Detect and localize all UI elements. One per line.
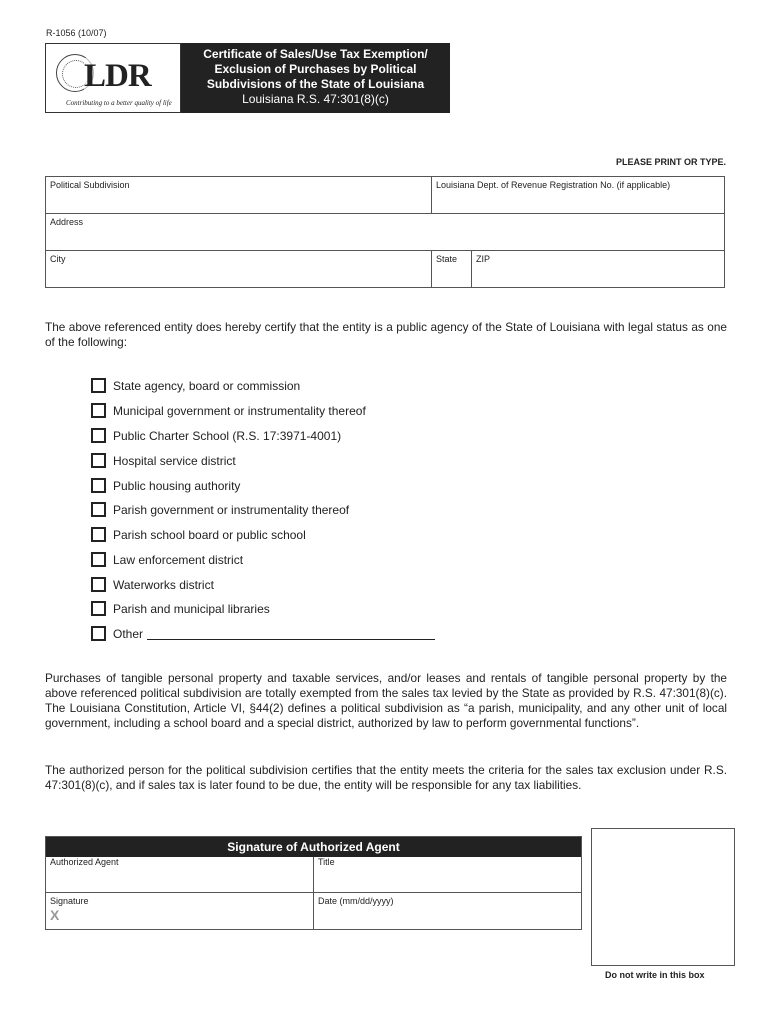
political-subdivision-field[interactable] — [46, 177, 432, 214]
checkbox[interactable] — [91, 626, 106, 641]
office-use-note: Do not write in this box — [605, 970, 705, 980]
option-municipal-government[interactable] — [91, 403, 366, 418]
address-label: Address — [50, 217, 84, 227]
form-title-line: Certificate of Sales/Use Tax Exemption/ — [203, 47, 428, 61]
checkbox[interactable] — [91, 403, 106, 418]
signature-table — [45, 836, 582, 930]
option-label: Public housing authority — [113, 478, 241, 493]
option-public-housing-authority[interactable] — [91, 478, 240, 493]
signature-mark: X — [50, 907, 60, 923]
certification-statement: The above referenced entity does hereby certify that the entity is a public agency of the State of Louisiana with legal status as one of the following: — [45, 320, 727, 349]
signature-field[interactable] — [46, 893, 314, 929]
checkbox[interactable] — [91, 428, 106, 443]
city-field[interactable] — [46, 251, 432, 287]
checkbox[interactable] — [91, 453, 106, 468]
option-other[interactable] — [91, 626, 435, 641]
other-text-line[interactable] — [147, 628, 435, 640]
option-hospital-service-district[interactable] — [91, 453, 236, 468]
option-label: Public Charter School (R.S. 17:3971-4001) — [113, 428, 342, 443]
signature-label: Signature — [50, 896, 89, 906]
entity-info-table — [45, 176, 725, 288]
option-label: Municipal government or instrumentality thereof — [113, 403, 366, 418]
option-label: Other — [113, 626, 144, 641]
option-state-agency[interactable] — [91, 378, 300, 393]
date-field[interactable] — [314, 893, 581, 929]
option-label: Waterworks district — [113, 577, 214, 592]
checkbox[interactable] — [91, 577, 106, 592]
option-parish-school-board[interactable] — [91, 527, 306, 542]
option-label: State agency, board or commission — [113, 378, 301, 393]
office-use-box — [591, 828, 735, 966]
signature-section-header: Signature of Authorized Agent — [46, 837, 581, 857]
option-law-enforcement-district[interactable] — [91, 552, 243, 567]
title-field[interactable] — [314, 857, 581, 893]
logo-text: LDR — [84, 58, 151, 94]
registration-number-field[interactable] — [432, 177, 724, 214]
exemption-statement: Purchases of tangible personal property and taxable services, and/or leases and rentals of tangible personal property by the above referenced political subdivision are totally exempted from the sales tax levied by the State as provided by R.S. 47:301(8)(c). The Louisiana Constitution, Article VI, §44(2) defines a political subdivision as “a parish, municipality, and any other unit of local government, including a school board and a special district, authorized by law to perform governmental functions”. — [45, 671, 727, 730]
checkbox[interactable] — [91, 601, 106, 616]
statute-reference: Louisiana R.S. 47:301(8)(c) — [242, 92, 389, 106]
checkbox[interactable] — [91, 378, 106, 393]
form-title-block — [181, 43, 450, 113]
date-label: Date (mm/dd/yyyy) — [318, 896, 394, 906]
zip-label: ZIP — [476, 254, 491, 264]
option-libraries[interactable] — [91, 601, 270, 616]
checkbox[interactable] — [91, 552, 106, 567]
option-waterworks-district[interactable] — [91, 577, 214, 592]
option-public-charter-school[interactable] — [91, 428, 341, 443]
form-title-line: Subdivisions of the State of Louisiana — [206, 77, 425, 91]
address-field[interactable] — [46, 214, 724, 251]
form-number: R-1056 (10/07) — [46, 28, 107, 38]
ldr-logo — [45, 43, 181, 113]
state-field[interactable] — [432, 251, 472, 287]
option-label: Law enforcement district — [113, 552, 244, 567]
checkbox[interactable] — [91, 478, 106, 493]
city-label: City — [50, 254, 66, 264]
zip-field[interactable] — [472, 251, 724, 287]
option-label: Parish school board or public school — [113, 527, 306, 542]
authorized-agent-label: Authorized Agent — [50, 857, 119, 867]
liability-statement: The authorized person for the political subdivision certifies that the entity meets the criteria for the sales tax exclusion under R.S. 47:301(8)(c), and if sales tax is later found to be due, the entity will be responsible for any tax liabilities. — [45, 763, 727, 792]
checkbox[interactable] — [91, 527, 106, 542]
state-label: State — [436, 254, 458, 264]
checkbox[interactable] — [91, 502, 106, 517]
logo-tagline: Contributing to a better quality of life — [66, 99, 172, 107]
option-label: Parish government or instrumentality thereof — [113, 502, 350, 517]
option-label: Parish and municipal libraries — [113, 601, 270, 616]
option-label: Hospital service district — [113, 453, 236, 468]
form-title-line: Exclusion of Purchases by Political — [214, 62, 417, 76]
print-instruction: PLEASE PRINT OR TYPE. — [615, 157, 726, 167]
option-parish-government[interactable] — [91, 502, 349, 517]
political-subdivision-label: Political Subdivision — [50, 180, 130, 190]
registration-number-label: Louisiana Dept. of Revenue Registration No. (if applicable) — [436, 180, 671, 190]
authorized-agent-field[interactable] — [46, 857, 314, 893]
title-label: Title — [318, 857, 335, 867]
